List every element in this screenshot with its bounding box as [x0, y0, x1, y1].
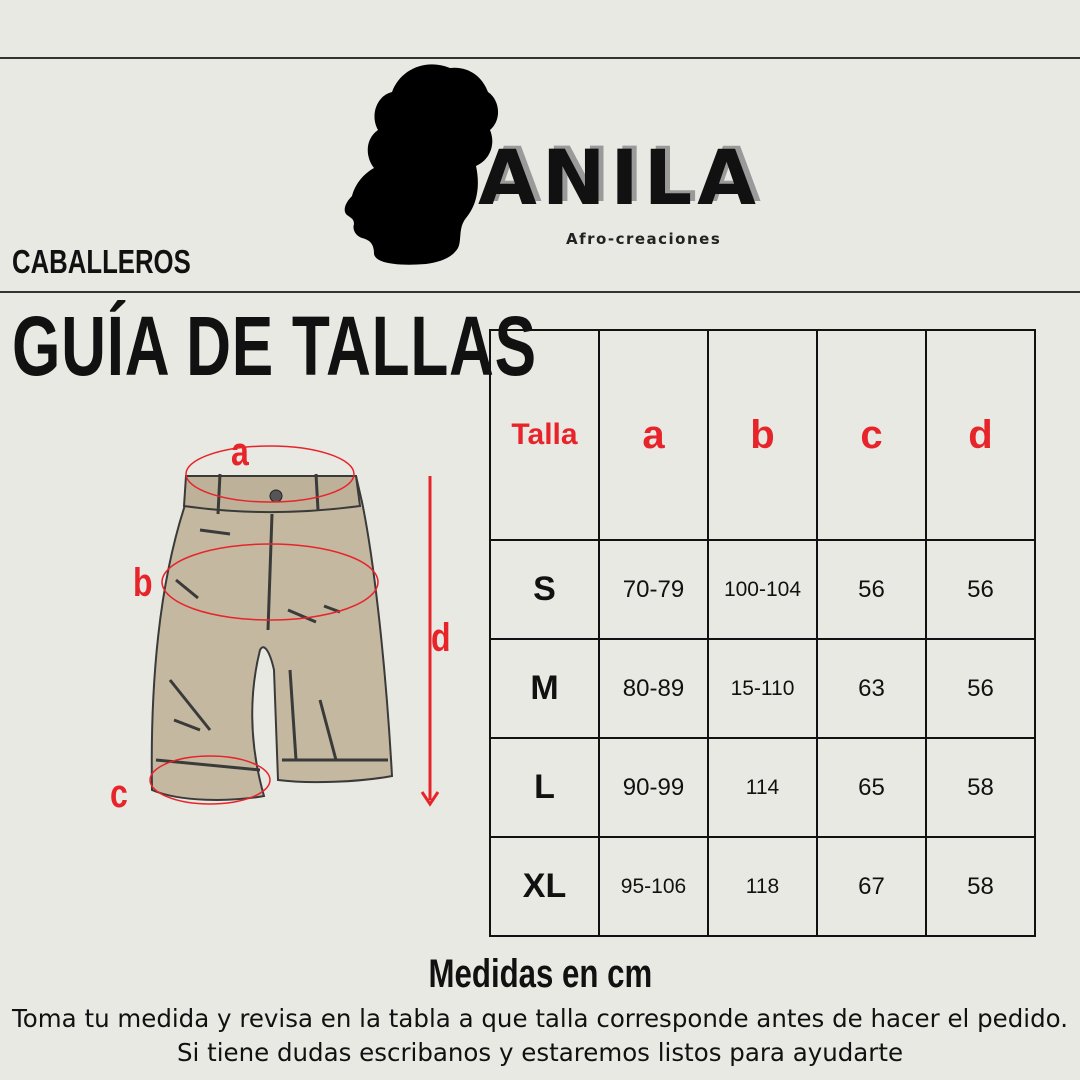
cell-a: 80-89: [599, 639, 708, 738]
header-b: b: [708, 330, 817, 540]
size-label: L: [490, 738, 599, 837]
header-rule: [0, 291, 1080, 293]
measure-label-a: a: [231, 430, 249, 474]
section-heading: CABALLEROS: [12, 243, 191, 280]
cell-a: 95-106: [599, 837, 708, 936]
cell-d: 56: [926, 639, 1035, 738]
units-heading: [0, 952, 1080, 997]
cell-b: 118: [708, 837, 817, 936]
size-label: XL: [490, 837, 599, 936]
cell-b: 15-110: [708, 639, 817, 738]
table-row: [490, 738, 1035, 837]
measure-label-d: d: [431, 616, 451, 660]
cell-d: 56: [926, 540, 1035, 639]
shorts-illustration: [100, 430, 470, 820]
waist-button: [270, 490, 282, 502]
cell-b: 100-104: [708, 540, 817, 639]
measure-label-b: b: [133, 561, 153, 605]
cell-d: 58: [926, 738, 1035, 837]
table-header-row: [490, 330, 1035, 540]
cell-b: 114: [708, 738, 817, 837]
measure-label-c: c: [110, 772, 128, 816]
header-c: c: [817, 330, 926, 540]
size-table: [489, 329, 1036, 937]
table-row: [490, 837, 1035, 936]
page-title: GUÍA DE TALLAS: [12, 299, 537, 393]
units-text: Medidas en cm: [428, 952, 652, 996]
cell-c: 65: [817, 738, 926, 837]
size-label: M: [490, 639, 599, 738]
brand-subtitle: Afro-creaciones: [566, 230, 722, 248]
table-row: [490, 639, 1035, 738]
size-label: S: [490, 540, 599, 639]
brand-name: ANILA: [478, 133, 761, 222]
cell-a: 70-79: [599, 540, 708, 639]
cell-a: 90-99: [599, 738, 708, 837]
cell-d: 58: [926, 837, 1035, 936]
cell-c: 67: [817, 837, 926, 936]
header-a: a: [599, 330, 708, 540]
header-d: d: [926, 330, 1035, 540]
cell-c: 63: [817, 639, 926, 738]
instructions-note: Toma tu medida y revisa en la tabla a que talla corresponde antes de hacer el pedido. Si tiene dudas escribanos y estaremos listos para ayudarte: [12, 1004, 1068, 1067]
table-row: [490, 540, 1035, 639]
header-talla: Talla: [490, 330, 599, 540]
cell-c: 56: [817, 540, 926, 639]
